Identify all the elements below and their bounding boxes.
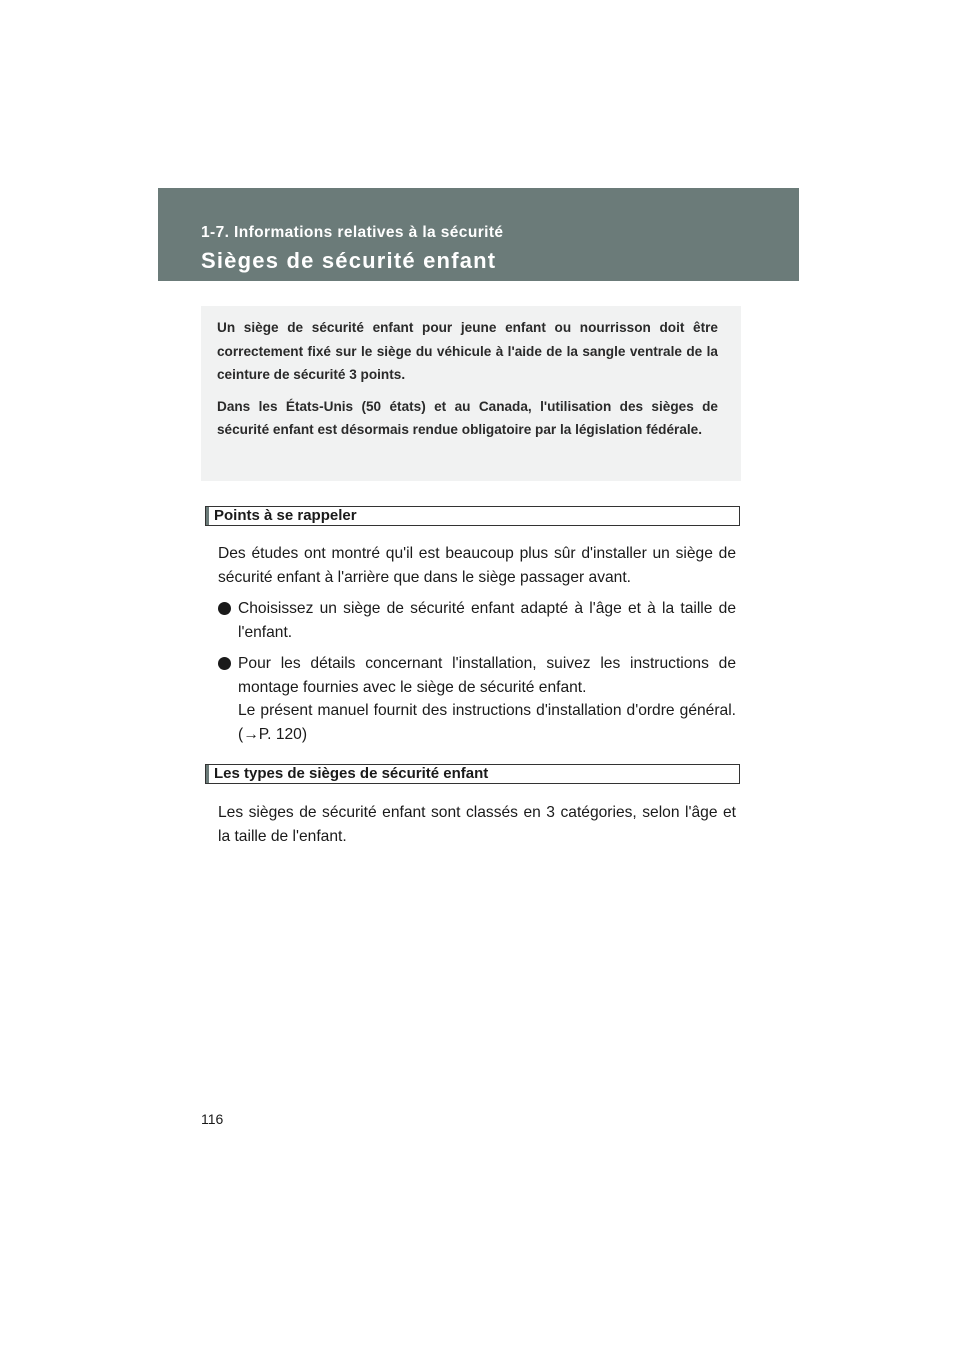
section-label: 1-7. Informations relatives à la sécurité	[201, 224, 504, 241]
header-band	[158, 188, 799, 281]
list-item-text: Pour les détails concernant l'installation, suivez les instructions de montage fournies avec le siège de sécurité enfant.	[238, 655, 736, 696]
list-item-continuation: Le présent manuel fournit des instructions d'installation d'ordre général. (→P. 120)	[238, 702, 736, 743]
intro-paragraph: Dans les États-Unis (50 états) et au Canada, l'utilisation des sièges de sécurité enfant est désormais rendue obligatoire par la législation fédérale.	[217, 398, 718, 437]
list-item	[218, 597, 736, 644]
subheading-types-de-sieges: Les types de sièges de sécurité enfant	[205, 764, 740, 784]
intro-paragraph: Un siège de sécurité enfant pour jeune enfant ou nourrisson doit être correctement fixé sur le siège du véhicule à l'aide de la sangle ventrale de la ceinture de sécurité 3 points.	[217, 320, 718, 382]
subheading-points-a-se-rappeler: Points à se rappeler	[205, 506, 740, 526]
list-item-text: Choisissez un siège de sécurité enfant adapté à l'âge et à la taille de l'enfant.	[238, 600, 736, 641]
intro-box	[201, 306, 741, 481]
page-title: Sièges de sécurité enfant	[201, 248, 497, 273]
section-2-text: Les sièges de sécurité enfant sont classés en 3 catégories, selon l'âge et la taille de l'enfant.	[218, 804, 736, 845]
list-item	[218, 652, 736, 746]
page-number: 116	[201, 1111, 224, 1127]
bullet-icon	[218, 657, 231, 670]
bullet-icon	[218, 602, 231, 615]
section-1-text: Des études ont montré qu'il est beaucoup plus sûr d'installer un siège de sécurité enfant à l'arrière que dans le siège passager avant.	[218, 545, 736, 586]
